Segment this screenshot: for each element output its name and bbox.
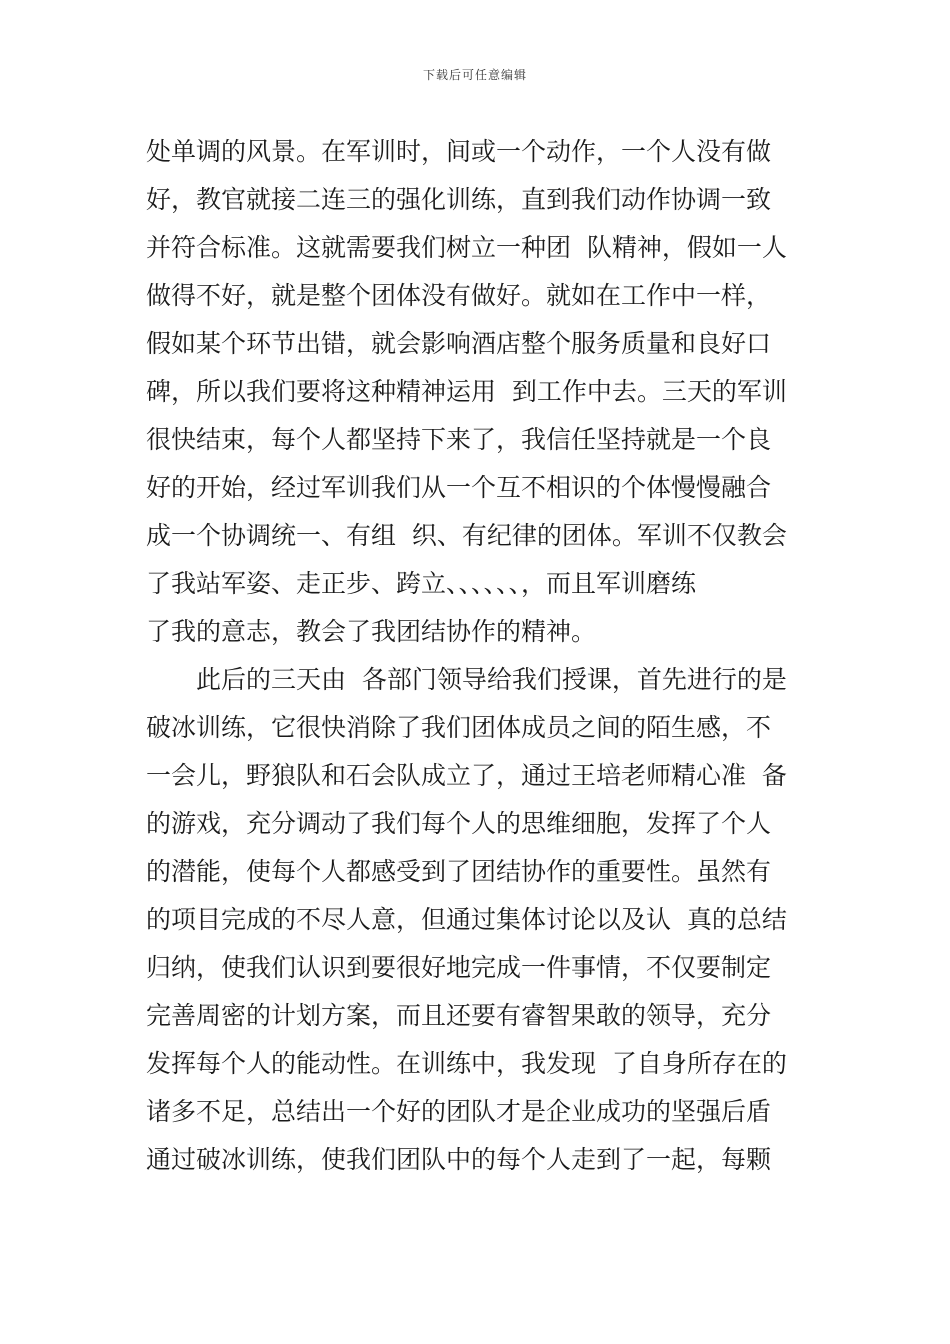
text-line: 很快结束，每个人都坚持下来了，我信任坚持就是一个良 — [146, 425, 772, 454]
text-line: 处单调的风景。在军训时，间或一个动作，一个人没有做 — [146, 137, 772, 166]
text-line: 归纳，使我们认识到要很好地完成一件事情，不仅要制定 — [146, 953, 772, 982]
text-line: 成一个协调统一、有组 织、有纪律的团体。军训不仅教会 — [146, 521, 787, 550]
text-line: 的项目完成的不尽人意，但通过集体讨论以及认 真的总结 — [146, 905, 787, 934]
text-line: 发挥每个人的能动性。在训练中，我发现 了自身所存在的 — [146, 1049, 787, 1078]
text-line-indented: 此后的三天由 各部门领导给我们授课，首先进行的是 — [196, 665, 787, 694]
text-line: 的游戏，充分调动了我们每个人的思维细胞，发挥了个人 — [146, 809, 772, 838]
text-line: 的潜能，使每个人都感受到了团结协作的重要性。虽然有 — [146, 857, 772, 886]
text-line: 好的开始，经过军训我们从一个互不相识的个体慢慢融合 — [146, 473, 772, 502]
text-line: 通过破冰训练，使我们团队中的每个人走到了一起，每颗 — [146, 1145, 772, 1174]
text-line: 碑，所以我们要将这种精神运用 到工作中去。三天的军训 — [146, 377, 787, 406]
page-header: 下载后可任意编辑 — [422, 68, 527, 82]
text-line: 好，教官就接二连三的强化训练，直到我们动作协调一致 — [146, 185, 772, 214]
paragraph-1 — [146, 128, 808, 656]
text-line: 了我的意志，教会了我团结协作的精神。 — [146, 617, 597, 646]
text-line: 一会儿，野狼队和石会队成立了，通过王培老师精心准 备 — [146, 761, 787, 790]
text-line: 了我站军姿、走正步、跨立、、、、、、，而且军训磨练 — [146, 569, 697, 598]
text-line: 诸多不足，总结出一个好的团队才是企业成功的坚强后盾 — [146, 1097, 772, 1126]
text-line: 做得不好，就是整个团体没有做好。就如在工作中一样， — [146, 281, 772, 310]
text-line: 并符合标准。这就需要我们树立一种团 队精神，假如一人 — [146, 233, 787, 262]
text-line: 破冰训练，它很快消除了我们团体成员之间的陌生感，不 — [146, 713, 772, 742]
text-line: 假如某个环节出错，就会影响酒店整个服务质量和良好口 — [146, 329, 772, 358]
paragraph-2 — [146, 656, 808, 1184]
document-body — [146, 128, 808, 1184]
text-line: 完善周密的计划方案，而且还要有睿智果敢的领导，充分 — [146, 1001, 772, 1030]
